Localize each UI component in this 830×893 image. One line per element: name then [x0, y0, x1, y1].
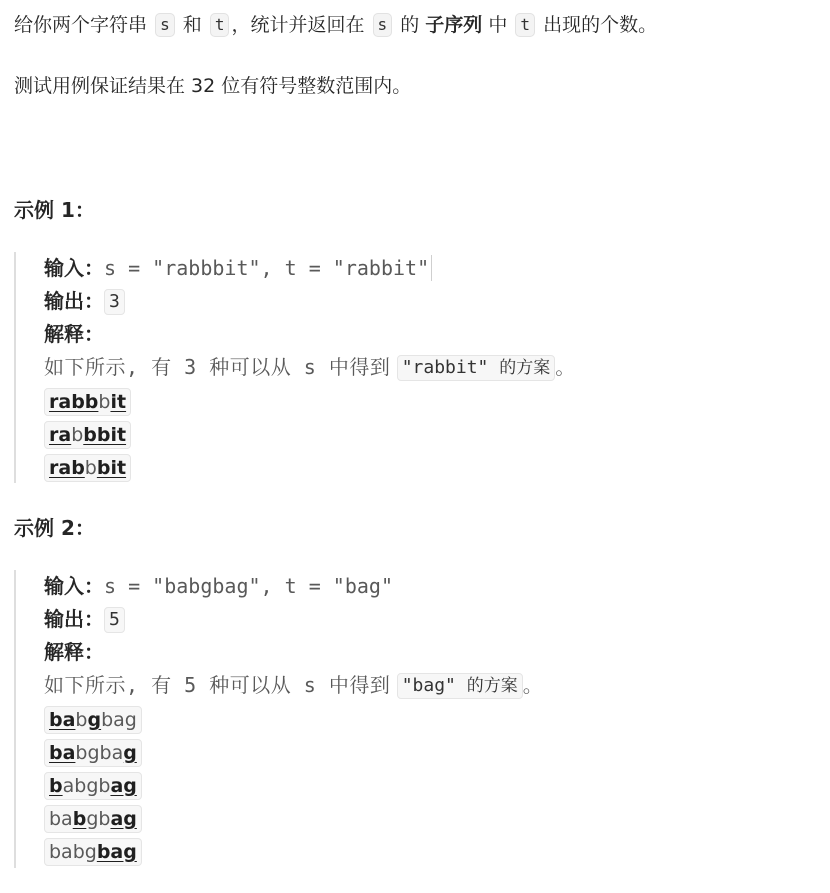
explain-text: 如下所示, 有 3 种可以从 s 中得到	[44, 355, 391, 379]
subsequence-chip	[44, 838, 142, 866]
text-cursor	[431, 255, 432, 281]
subsequence-chip	[44, 421, 131, 449]
matched-segment: ag	[110, 808, 137, 830]
explain-end: 。	[555, 355, 576, 379]
matched-segment: ba	[49, 709, 76, 731]
output-label: 输出：	[44, 607, 104, 631]
explain-quote-chip	[397, 673, 523, 699]
example-2-way	[44, 771, 142, 800]
example-1-way	[44, 387, 131, 416]
example-2-way	[44, 804, 142, 833]
subsequence-chip	[44, 805, 142, 833]
explain-label: 解释：	[44, 640, 104, 664]
explain-quote-chip	[397, 355, 556, 381]
example-2-block	[14, 570, 716, 868]
intro-bold-subsequence: 子序列	[425, 14, 483, 36]
intro-text: 给你两个字符串	[14, 14, 148, 36]
intro-text: 的	[400, 14, 420, 36]
matched-segment: bit	[96, 457, 127, 479]
inline-code-s: s	[155, 13, 175, 37]
explain-quote: "rabbit"	[401, 357, 489, 378]
matched-segment: g	[123, 742, 137, 764]
intro-text: 中	[488, 14, 508, 36]
skipped-segment: babg	[49, 841, 97, 863]
matched-segment: b	[49, 775, 63, 797]
subsequence-chip	[44, 706, 142, 734]
matched-segment: ag	[110, 775, 137, 797]
example-1-heading: 示例 1：	[14, 198, 95, 222]
inline-code-t: t	[515, 13, 535, 37]
example-1-way	[44, 453, 131, 482]
example-1-block	[14, 252, 716, 483]
constraint-paragraph: 测试用例保证结果在 32 位有符号整数范围内。	[14, 75, 412, 97]
explain-suffix: 的方案	[466, 676, 518, 696]
skipped-segment: bag	[101, 709, 137, 731]
input-label: 输入：	[44, 256, 104, 280]
matched-segment: b	[72, 808, 87, 830]
matched-segment: rab	[49, 457, 85, 479]
example-2-way	[44, 837, 142, 866]
example-2-heading: 示例 2：	[14, 516, 95, 540]
intro-text: 出现的个数。	[543, 14, 658, 36]
matched-segment: ba	[49, 742, 76, 764]
input-value: s = "babgbag", t = "bag"	[104, 574, 393, 598]
output-value: 5	[104, 607, 125, 633]
skipped-segment: b	[98, 391, 111, 413]
skipped-segment: b	[71, 424, 84, 446]
example-2-explain-text	[44, 671, 543, 699]
skipped-segment: bgba	[75, 742, 124, 764]
skipped-segment: gb	[86, 808, 111, 830]
subsequence-chip	[44, 454, 131, 482]
subsequence-chip	[44, 739, 142, 767]
example-1-input-line	[44, 254, 432, 282]
explain-label: 解释：	[44, 322, 104, 346]
skipped-segment: ba	[49, 808, 73, 830]
explain-quote: "bag"	[401, 675, 456, 696]
example-2-output-line	[44, 605, 125, 633]
example-1-output-line	[44, 287, 125, 315]
output-label: 输出：	[44, 289, 104, 313]
matched-segment: it	[110, 391, 127, 413]
input-value: s = "rabbbit", t = "rabbit"	[104, 256, 430, 280]
explain-suffix: 的方案	[499, 358, 551, 378]
intro-paragraph	[14, 12, 657, 38]
intro-text: 和	[182, 14, 202, 36]
intro-text: ，统计并返回在	[231, 14, 365, 36]
matched-segment: bag	[96, 841, 137, 863]
example-1-explain-label	[44, 320, 104, 348]
subsequence-chip	[44, 388, 131, 416]
inline-code-t: t	[210, 13, 230, 37]
inline-code-s: s	[373, 13, 393, 37]
example-1-explain-text	[44, 353, 576, 381]
example-2-input-line	[44, 572, 393, 600]
example-1-way	[44, 420, 131, 449]
example-2-explain-label	[44, 638, 104, 666]
explain-end: 。	[522, 673, 544, 697]
matched-segment: rabb	[49, 391, 99, 413]
example-2-way	[44, 738, 142, 767]
output-value: 3	[104, 289, 125, 315]
skipped-segment: b	[84, 457, 97, 479]
input-label: 输入：	[44, 574, 104, 598]
example-2-way	[44, 705, 142, 734]
skipped-segment: b	[75, 709, 88, 731]
explain-text: 如下所示, 有 5 种可以从 s 中得到	[44, 673, 391, 697]
matched-segment: ra	[49, 424, 72, 446]
matched-segment: g	[87, 709, 102, 731]
matched-segment: bbit	[83, 424, 127, 446]
subsequence-chip	[44, 772, 142, 800]
skipped-segment: abgb	[62, 775, 111, 797]
